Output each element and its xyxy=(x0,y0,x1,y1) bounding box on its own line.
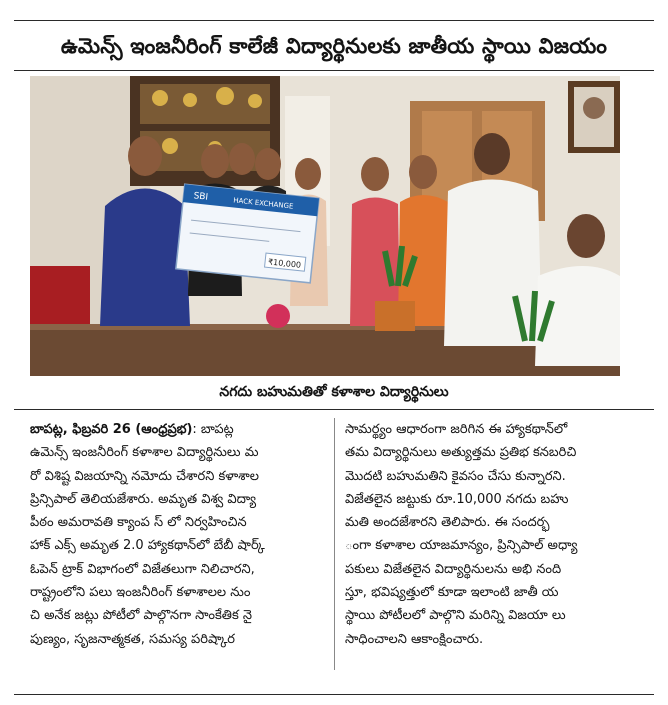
article-line: ఉమెన్స్ ఇంజనీరింగ్ కళాశాల విద్యార్థినులు మ xyxy=(30,445,259,461)
headline: ఉమెన్స్ ఇంజనీరింగ్ కాలేజీ విద్యార్థినులకు జాతీయ స్థాయి విజయం xyxy=(60,34,608,58)
article-line: చి అనేక జట్లు పోటీలో పాల్గొనగా సాంకేతిక నై xyxy=(30,608,253,624)
article-column-left xyxy=(30,418,325,651)
article-line: స్తూ, భవిష్యత్తులో కూడా ఇలాంటి జాతీ య xyxy=(345,585,559,601)
column-divider xyxy=(334,418,335,670)
bottom-rule xyxy=(14,694,654,695)
dateline: బాపట్ల, ఫిబ్రవరి 26 (ఆంధ్రప్రభ) xyxy=(30,422,193,437)
cheque-heading: HACK EXCHANGE xyxy=(232,196,294,211)
photo-caption: నగదు బహుమతితో కళాశాల విద్యార్థినులు xyxy=(219,384,449,400)
article-line: పకులు విజేతలైన విద్యార్థినులను అభి నంది xyxy=(345,561,562,577)
article-line: పీఠం అమరావతి క్యాంప స్ లో నిర్వహించిన xyxy=(30,515,247,531)
article-line: సాధించాలని ఆకాంక్షించారు. xyxy=(345,631,484,647)
article-line: విజేతలైన జట్టుకు రూ.10,000 నగదు బహు xyxy=(345,491,569,507)
article-line: మొదటి బహుమతిని కైవసం చేసు కున్నారని. xyxy=(345,468,566,484)
article-line: ఓపెన్ ట్రాక్ విభాగంలో విజేతలుగా నిలిచారని, xyxy=(30,561,255,577)
prize-cheque xyxy=(176,184,319,283)
article-line xyxy=(30,418,325,441)
article-line: స్థాయి పోటీలలో పాల్గొని మరిన్ని విజయా లు xyxy=(345,608,566,624)
photo-illustration xyxy=(30,76,620,376)
caption-rule xyxy=(14,409,654,410)
article-line: తమ విద్యార్థినులు అత్యుత్తమ ప్రతిభ కనబరిచి xyxy=(345,445,577,461)
top-rule xyxy=(14,20,654,21)
dateline-tail: : బాపట్ల xyxy=(192,422,234,437)
cheque-bank: SBI xyxy=(193,191,209,203)
headline-rule xyxy=(14,70,654,71)
article-line: మతి అందజేశారని తెలిపారు. ఈ సందర్భ xyxy=(345,515,550,531)
article-line: ప్రిన్సిపాల్ తెలియజేశారు. అమృత విశ్వ విద్యా xyxy=(30,491,257,507)
article-line: రో విశిష్ట విజయాన్ని నమోదు చేశారని కళాశాల xyxy=(30,468,259,484)
article-column-right xyxy=(345,418,640,651)
news-photo xyxy=(30,76,620,376)
cheque-amount: ₹10,000 xyxy=(267,257,302,270)
article-line: ంగా కళాశాల యాజమాన్యం, ప్రిన్సిపాల్ అధ్యా xyxy=(345,538,578,554)
article-line: పుణ్యం, సృజనాత్మకత, సమస్య పరిష్కార xyxy=(30,631,235,647)
article-line: హాక్ ఎక్స్ అమృత 2.0 హ్యాకథాన్‌లో బేబీ షార్క్ xyxy=(30,538,265,554)
article-line: సామర్థ్యం ఆధారంగా జరిగిన ఈ హ్యాకథాన్‌లో xyxy=(345,422,568,437)
article-line: రాష్ట్రంలోని పలు ఇంజనీరింగ్ కళాశాలల నుం xyxy=(30,585,251,601)
